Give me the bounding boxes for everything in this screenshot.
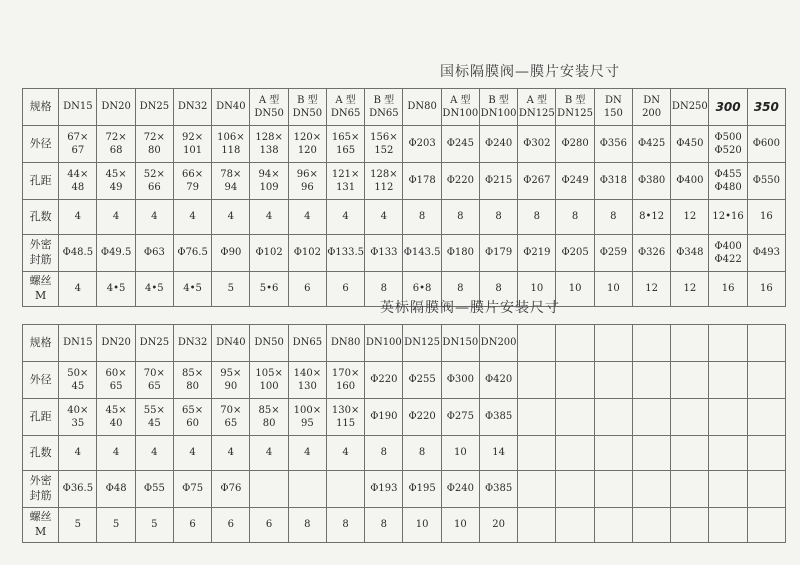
table-cell: Φ240 [479, 126, 517, 163]
table-cell: Φ133.5 [326, 235, 364, 272]
table-cell: 4 [135, 200, 173, 235]
table-cell [518, 325, 556, 362]
table-cell: 94× 109 [250, 163, 288, 200]
table-cell: 106× 118 [212, 126, 250, 163]
table-cell: 92× 101 [173, 126, 211, 163]
table-cell: 105× 100 [250, 362, 288, 399]
table-cell: DN150 [441, 325, 479, 362]
row-header: 规格 [23, 89, 59, 126]
table-cell: 6 [173, 508, 211, 543]
table-cell: 8 [365, 508, 403, 543]
table-row [23, 235, 786, 272]
table-row [23, 126, 786, 163]
table-cell: 6 [326, 272, 364, 307]
table-cell: 121× 131 [326, 163, 364, 200]
table-cell: 8 [403, 200, 441, 235]
table-cell: 5 [59, 508, 97, 543]
row-header: 规格 [23, 325, 59, 362]
table-cell [709, 325, 747, 362]
table-cell: Φ180 [441, 235, 479, 272]
table-cell: B 型 DN65 [365, 89, 403, 126]
table-cell: 12 [671, 200, 709, 235]
table-cell: 8•12 [632, 200, 670, 235]
table-cell: 4 [59, 436, 97, 471]
table-cell [594, 471, 632, 508]
table-cell [709, 436, 747, 471]
table-cell: DN40 [212, 325, 250, 362]
table-cell: 8 [365, 436, 403, 471]
table-cell: 12 [632, 272, 670, 307]
table-cell: Φ240 [441, 471, 479, 508]
table-cell: 4 [212, 436, 250, 471]
table-cell: 70× 65 [212, 399, 250, 436]
table-cell: 10 [441, 436, 479, 471]
table-row [23, 200, 786, 235]
table-cell: 8 [403, 436, 441, 471]
table-cell: Φ143.5 [403, 235, 441, 272]
table-cell: 16 [709, 272, 747, 307]
table-cell: 6 [250, 508, 288, 543]
row-header: 孔距 [23, 399, 59, 436]
table-cell: Φ179 [479, 235, 517, 272]
table-cell: 65× 60 [173, 399, 211, 436]
table-cell: A 型 DN100 [441, 89, 479, 126]
table-cell: 4 [288, 436, 326, 471]
table-cell: 4•5 [97, 272, 135, 307]
table-cell [632, 325, 670, 362]
table-cell [671, 399, 709, 436]
table-cell [747, 508, 785, 543]
table-cell: A 型 DN50 [250, 89, 288, 126]
gb-table-body [23, 89, 786, 307]
table-cell [288, 471, 326, 508]
table-cell: Φ36.5 [59, 471, 97, 508]
table-cell: Φ76 [212, 471, 250, 508]
table-cell: Φ203 [403, 126, 441, 163]
table-cell [671, 508, 709, 543]
table-cell: 52× 66 [135, 163, 173, 200]
table-cell: 130× 115 [326, 399, 364, 436]
table-cell: Φ245 [441, 126, 479, 163]
table-row [23, 89, 786, 126]
table-cell: Φ255 [403, 362, 441, 399]
table-cell [671, 471, 709, 508]
table-cell: 4 [97, 200, 135, 235]
table-row [23, 325, 786, 362]
table-cell: 8 [479, 272, 517, 307]
table-cell [671, 325, 709, 362]
table-cell: 4 [288, 200, 326, 235]
row-header: 外密 封筋 [23, 471, 59, 508]
table-cell [671, 362, 709, 399]
table-cell: Φ215 [479, 163, 517, 200]
table-cell: 8 [556, 200, 594, 235]
table-cell: 72× 80 [135, 126, 173, 163]
table-cell [594, 436, 632, 471]
table-cell: 60× 65 [97, 362, 135, 399]
table-cell: Φ318 [594, 163, 632, 200]
table-cell [518, 362, 556, 399]
table-cell [747, 362, 785, 399]
table-cell: 6 [212, 508, 250, 543]
table-cell: 156× 152 [365, 126, 403, 163]
table-cell: B 型 DN50 [288, 89, 326, 126]
table-cell: Φ500 Φ520 [709, 126, 747, 163]
table-cell: A 型 DN65 [326, 89, 364, 126]
table-cell: 300 [709, 89, 747, 126]
table-cell [709, 362, 747, 399]
table-cell: Φ102 [250, 235, 288, 272]
table-cell: 5 [135, 508, 173, 543]
table-cell: 55× 45 [135, 399, 173, 436]
table-cell: 10 [518, 272, 556, 307]
table-cell: Φ133 [365, 235, 403, 272]
table-cell: 350 [747, 89, 785, 126]
table-cell [326, 471, 364, 508]
table-cell: 40× 35 [59, 399, 97, 436]
table-cell: B 型 DN100 [479, 89, 517, 126]
table-cell: 4•5 [173, 272, 211, 307]
table-cell: DN15 [59, 89, 97, 126]
table-cell: DN200 [479, 325, 517, 362]
table-cell: 50× 45 [59, 362, 97, 399]
table-cell: DN 150 [594, 89, 632, 126]
table-cell [250, 471, 288, 508]
table-cell: Φ267 [518, 163, 556, 200]
table-cell: 140× 130 [288, 362, 326, 399]
table-cell: DN125 [403, 325, 441, 362]
table-cell [709, 399, 747, 436]
table-cell: 4 [212, 200, 250, 235]
table-cell: 8 [365, 272, 403, 307]
table-cell: 100× 95 [288, 399, 326, 436]
row-header: 外密 封筋 [23, 235, 59, 272]
table-cell: 4 [326, 436, 364, 471]
table-cell: 85× 80 [250, 399, 288, 436]
table-cell: 10 [556, 272, 594, 307]
table-cell: 8 [441, 272, 479, 307]
table-cell: 8 [518, 200, 556, 235]
table-cell: Φ249 [556, 163, 594, 200]
table-cell [632, 436, 670, 471]
table-cell: Φ275 [441, 399, 479, 436]
table-cell [709, 471, 747, 508]
table-cell: 16 [747, 200, 785, 235]
table-cell [632, 399, 670, 436]
table-cell: Φ385 [479, 399, 517, 436]
table-cell: A 型 DN125 [518, 89, 556, 126]
table-cell [747, 399, 785, 436]
table-cell: 10 [594, 272, 632, 307]
table-cell: Φ55 [135, 471, 173, 508]
table-cell: 8 [326, 508, 364, 543]
table-cell: Φ220 [403, 399, 441, 436]
table-cell [556, 436, 594, 471]
table-row [23, 362, 786, 399]
table-cell [556, 362, 594, 399]
table-cell: 170× 160 [326, 362, 364, 399]
table-cell [556, 508, 594, 543]
table-cell [671, 436, 709, 471]
table-cell: 67× 67 [59, 126, 97, 163]
bs-dimension-table [22, 324, 786, 543]
table-cell: DN20 [97, 325, 135, 362]
table-cell [556, 399, 594, 436]
table-cell: Φ302 [518, 126, 556, 163]
table-cell [594, 508, 632, 543]
table-cell: 4•5 [135, 272, 173, 307]
table-cell: 95× 90 [212, 362, 250, 399]
table-cell [518, 436, 556, 471]
row-header: 孔数 [23, 436, 59, 471]
table-cell: 5 [97, 508, 135, 543]
table-cell: 120× 120 [288, 126, 326, 163]
table-cell: 96× 96 [288, 163, 326, 200]
table-cell: 4 [173, 436, 211, 471]
table-cell: Φ75 [173, 471, 211, 508]
table-cell: 128× 112 [365, 163, 403, 200]
table-cell: 14 [479, 436, 517, 471]
table-cell: 5 [212, 272, 250, 307]
table-row [23, 436, 786, 471]
table-cell: 165× 165 [326, 126, 364, 163]
table-cell: Φ380 [632, 163, 670, 200]
table-cell: Φ48.5 [59, 235, 97, 272]
table-cell: 85× 80 [173, 362, 211, 399]
table-cell: 6•8 [403, 272, 441, 307]
table-cell: 45× 49 [97, 163, 135, 200]
row-header: 孔数 [23, 200, 59, 235]
table-cell [594, 325, 632, 362]
gb-dimension-table [22, 88, 786, 307]
table-cell: DN15 [59, 325, 97, 362]
table-cell: DN 200 [632, 89, 670, 126]
table-cell [632, 362, 670, 399]
table-cell: Φ76.5 [173, 235, 211, 272]
table-cell: 4 [365, 200, 403, 235]
table-cell: 4 [59, 200, 97, 235]
table-cell: Φ48 [97, 471, 135, 508]
table-cell: Φ600 [747, 126, 785, 163]
row-header: 外径 [23, 126, 59, 163]
table-cell: 8 [479, 200, 517, 235]
table-cell: Φ205 [556, 235, 594, 272]
table-cell [632, 471, 670, 508]
table-cell: Φ450 [671, 126, 709, 163]
table-cell: 66× 79 [173, 163, 211, 200]
table-cell: Φ193 [365, 471, 403, 508]
bs-table-title: 英标隔膜阀—膜片安装尺寸 [380, 300, 560, 316]
table-cell: 16 [747, 272, 785, 307]
table-cell: 5•6 [250, 272, 288, 307]
table-cell: DN40 [212, 89, 250, 126]
table-cell: 4 [250, 436, 288, 471]
table-cell: DN50 [250, 325, 288, 362]
table-cell: 4 [59, 272, 97, 307]
table-cell: Φ455 Φ480 [709, 163, 747, 200]
table-cell: Φ190 [365, 399, 403, 436]
table-cell: Φ49.5 [97, 235, 135, 272]
table-cell: 45× 40 [97, 399, 135, 436]
table-cell [518, 508, 556, 543]
table-row [23, 163, 786, 200]
table-cell: DN32 [173, 89, 211, 126]
table-cell: 70× 65 [135, 362, 173, 399]
table-cell: DN25 [135, 325, 173, 362]
table-cell: DN80 [326, 325, 364, 362]
table-cell: B 型 DN125 [556, 89, 594, 126]
table-cell: 20 [479, 508, 517, 543]
table-cell: Φ425 [632, 126, 670, 163]
table-cell [556, 325, 594, 362]
table-cell [747, 325, 785, 362]
bs-table-body [23, 325, 786, 543]
table-cell: Φ420 [479, 362, 517, 399]
table-cell: 78× 94 [212, 163, 250, 200]
table-cell: Φ90 [212, 235, 250, 272]
table-cell: 12 [671, 272, 709, 307]
table-cell [594, 399, 632, 436]
table-cell: 8 [594, 200, 632, 235]
table-cell: Φ348 [671, 235, 709, 272]
table-cell: 4 [326, 200, 364, 235]
table-cell: Φ102 [288, 235, 326, 272]
table-cell: 6 [288, 272, 326, 307]
table-cell: Φ400 Φ422 [709, 235, 747, 272]
table-cell: Φ493 [747, 235, 785, 272]
table-cell: Φ63 [135, 235, 173, 272]
table-cell [747, 471, 785, 508]
table-cell: Φ195 [403, 471, 441, 508]
row-header: 螺丝 M [23, 508, 59, 543]
table-cell [709, 508, 747, 543]
table-cell: Φ356 [594, 126, 632, 163]
table-cell: Φ385 [479, 471, 517, 508]
table-cell: 72× 68 [97, 126, 135, 163]
table-cell [518, 399, 556, 436]
row-header: 孔距 [23, 163, 59, 200]
table-cell: Φ280 [556, 126, 594, 163]
table-cell: DN20 [97, 89, 135, 126]
table-cell: 10 [441, 508, 479, 543]
table-cell: Φ178 [403, 163, 441, 200]
table-cell: Φ326 [632, 235, 670, 272]
row-header: 螺丝 M [23, 272, 59, 307]
table-cell: Φ550 [747, 163, 785, 200]
table-cell: Φ300 [441, 362, 479, 399]
table-cell [556, 471, 594, 508]
table-row [23, 471, 786, 508]
table-cell: Φ220 [365, 362, 403, 399]
table-cell [594, 362, 632, 399]
table-cell: Φ219 [518, 235, 556, 272]
gb-table-title: 国标隔膜阀—膜片安装尺寸 [440, 64, 620, 80]
table-cell: Φ400 [671, 163, 709, 200]
table-cell [518, 471, 556, 508]
table-cell: Φ220 [441, 163, 479, 200]
table-cell: 4 [173, 200, 211, 235]
table-row [23, 399, 786, 436]
table-cell: 10 [403, 508, 441, 543]
table-cell: 8 [288, 508, 326, 543]
row-header: 外径 [23, 362, 59, 399]
table-cell: DN250 [671, 89, 709, 126]
table-cell: 4 [97, 436, 135, 471]
table-cell: 4 [250, 200, 288, 235]
table-cell: DN32 [173, 325, 211, 362]
table-cell: 8 [441, 200, 479, 235]
table-cell: 44× 48 [59, 163, 97, 200]
table-cell: DN65 [288, 325, 326, 362]
table-cell: 4 [135, 436, 173, 471]
table-cell: DN100 [365, 325, 403, 362]
table-cell [747, 436, 785, 471]
table-cell: 128× 138 [250, 126, 288, 163]
table-cell: DN25 [135, 89, 173, 126]
table-cell [632, 508, 670, 543]
table-cell: DN80 [403, 89, 441, 126]
table-row [23, 508, 786, 543]
table-cell: 12•16 [709, 200, 747, 235]
table-cell: Φ259 [594, 235, 632, 272]
